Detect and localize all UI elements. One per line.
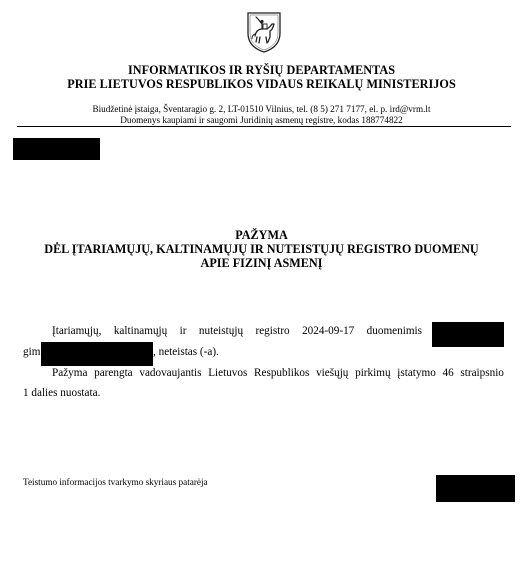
word: registro (255, 325, 290, 337)
organization-address: Biudžetinė įstaiga, Šventaragio g. 2, LT-01510 Vilnius, tel. (8 5) 271 7177, el. p. ird@vrm.lt (92, 104, 431, 114)
word: Įtariamųjų, (52, 325, 102, 337)
word: 2024-09-17 (302, 325, 355, 337)
organization-name-line2: PRIE LIETUVOS RESPUBLIKOS VIDAUS REIKALŲ MINISTERIJOS (67, 77, 456, 91)
word: įstatymo (397, 367, 436, 379)
organization-registry: Duomenys kaupiami ir saugomi Juridinių asmenų registre, kodas 188774822 (120, 115, 403, 125)
header-divider (17, 126, 511, 127)
redacted-birth-date (41, 342, 153, 366)
paragraph-1-line-2-start: gim (23, 346, 41, 358)
word: viešųjų (316, 367, 349, 379)
word: ir (179, 325, 187, 337)
signer-position: Teistumo informacijos tvarkymo skyriaus patarėja (23, 477, 208, 487)
word: 46 (442, 367, 454, 379)
organization-name-line1: INFORMATIKOS IR RYŠIŲ DEPARTAMENTAS (127, 63, 396, 77)
word: Respublikos (254, 367, 310, 379)
paragraph-2-line-2: 1 dalies nuostata. (23, 387, 101, 399)
word: Lietuvos (208, 367, 248, 379)
document-title: PAŽYMA (235, 228, 288, 242)
redacted-person-name (432, 322, 504, 347)
paragraph-1-line-1 (52, 324, 422, 338)
redacted-signature (436, 475, 515, 502)
redacted-document-number (13, 138, 100, 160)
document-subtitle-line1: DĖL ĮTARIAMŲJŲ, KALTINAMŲJŲ IR NUTEISTŲJŲ REGISTRO DUOMENŲ (44, 242, 479, 256)
paragraph-1-line-2-end: , neteistas (-a). (153, 346, 219, 358)
word: parengta (94, 367, 133, 379)
paragraph-2-line-1 (52, 366, 504, 380)
word: Pažyma (52, 367, 88, 379)
word: duomenimis (366, 325, 422, 337)
word: straipsnio (460, 367, 504, 379)
word: kaltinamųjų (113, 325, 168, 337)
word: pirkimų (355, 367, 391, 379)
lithuanian-coat-of-arms-icon (246, 11, 282, 53)
word: vadovaujantis (139, 367, 202, 379)
word: nuteistųjų (198, 325, 244, 337)
document-subtitle-line2: APIE FIZINĮ ASMENĮ (200, 256, 323, 270)
